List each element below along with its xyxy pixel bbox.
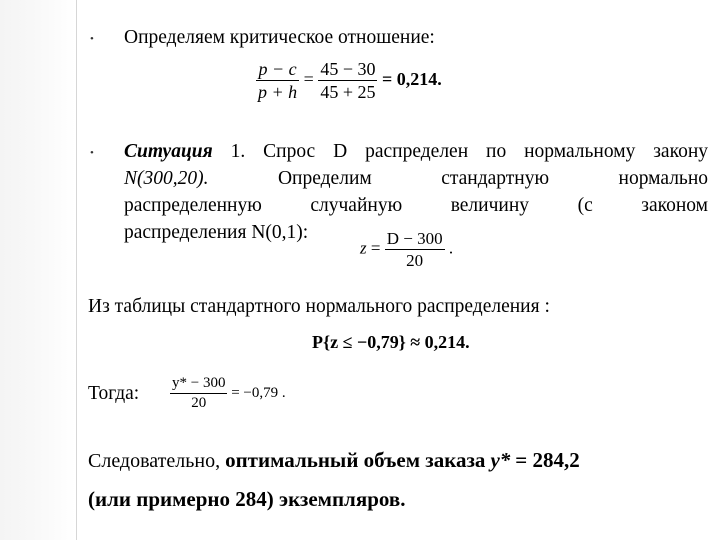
item2-line4: распределения N(0,1):	[124, 222, 309, 243]
fraction-bar	[318, 80, 377, 81]
table-reference-text: Из таблицы стандартного нормального распределения :	[88, 296, 550, 317]
fraction-denominator: p + h	[258, 82, 298, 103]
item2-word: случайную	[310, 195, 403, 216]
y-star-fraction	[170, 376, 227, 411]
critical-ratio-formula	[256, 60, 442, 101]
item2-word: Определим	[277, 168, 372, 189]
item2-word: распределенную	[124, 195, 262, 216]
item2-word: нормально	[618, 168, 708, 189]
fraction-numerator: y* − 300	[172, 375, 226, 391]
conclusion-line2: (или примерно 284) экземпляров.	[88, 487, 406, 511]
bullet-dot: •	[90, 147, 94, 159]
situation-number: 1.	[230, 141, 246, 162]
z-variable: z	[360, 238, 367, 258]
conclusion-value: = 284,2	[515, 448, 580, 472]
item2-word: (с	[577, 195, 593, 216]
fraction-numerator: D − 300	[386, 229, 443, 248]
fraction-numerator: 45 − 30	[320, 59, 376, 79]
item2-word: стандартную	[441, 168, 550, 189]
slide-left-frame	[0, 0, 76, 540]
conclusion-bold: оптимальный объем заказа	[225, 448, 486, 472]
equals-sign: =	[370, 238, 381, 258]
equals-sign: =	[381, 68, 393, 89]
item1-text: Определяем критическое отношение:	[124, 27, 435, 48]
y-star-formula	[170, 376, 286, 411]
fraction-numbers	[318, 60, 377, 101]
fraction-bar	[256, 80, 299, 81]
z-fraction	[385, 230, 445, 269]
fraction-denominator: 20	[406, 251, 424, 271]
equals-sign: =	[303, 68, 314, 89]
fraction-denominator: 45 + 25	[320, 82, 376, 103]
distribution-notation: N(300,20).	[124, 168, 209, 189]
fraction-bar	[385, 249, 445, 250]
conclusion-line1	[88, 447, 580, 475]
fraction-denominator: 20	[191, 395, 207, 412]
formula-rhs: = −0,79 .	[231, 385, 286, 402]
item2-line2	[124, 165, 708, 192]
slide-frame-divider	[76, 0, 77, 540]
fraction-numerator: p − c	[258, 59, 297, 79]
item2-word: величину	[450, 195, 530, 216]
conclusion-prefix: Следовательно,	[88, 450, 221, 472]
item2-word: законом	[641, 195, 709, 216]
fraction-bar	[170, 393, 227, 394]
formula-period: .	[448, 238, 454, 258]
z-standardization-formula	[360, 230, 453, 269]
togda-label: Тогда:	[88, 383, 140, 404]
fraction-pc-ph	[256, 60, 299, 101]
item2-line1	[124, 138, 708, 165]
probability-formula: P{z ≤ −0,79} ≈ 0,214.	[312, 332, 470, 352]
bullet-dot: •	[90, 33, 94, 45]
formula-result: 0,214.	[396, 68, 442, 89]
item2-line1-rest: Спрос D распределен по нормальному закону	[263, 141, 709, 162]
situation-label: Ситуация	[124, 141, 213, 162]
item2-line3	[124, 192, 708, 219]
conclusion-variable: y*	[490, 448, 511, 472]
